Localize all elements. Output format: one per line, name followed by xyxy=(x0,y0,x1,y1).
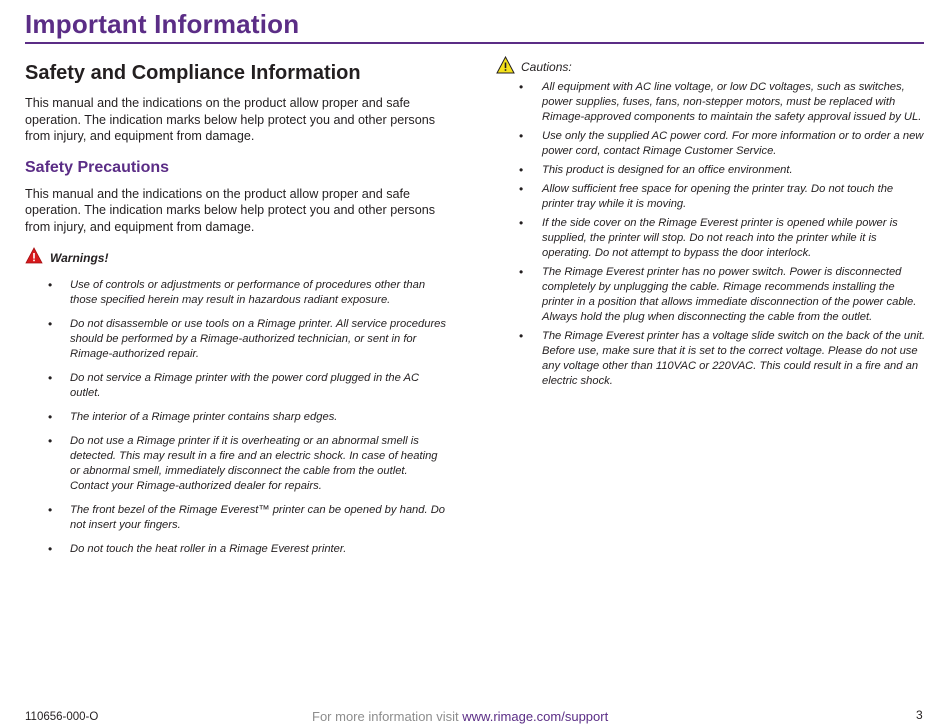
list-item: • Use of controls or adjustments or performance of procedures other than those specified herein may result in hazardous radiant exposure. xyxy=(48,278,426,306)
list-item: • Do not touch the heat roller in a Rimage Everest printer. xyxy=(48,542,347,556)
left-column xyxy=(25,62,455,566)
bullet-icon: • xyxy=(519,182,524,196)
doc-number: 110656-000-O xyxy=(25,711,99,723)
title-divider xyxy=(25,42,924,44)
bullet-icon: • xyxy=(48,317,53,331)
bullet-icon: • xyxy=(519,329,524,343)
bullet-icon: • xyxy=(519,265,524,279)
list-item: • All equipment with AC line voltage, or low DC voltages, such as switches, power supplies, fuses, fans, non-stepper motors, must be replaced with Rimage-approved components to maintain the safety approval issued by UL. xyxy=(519,80,922,123)
warnings-list xyxy=(25,278,455,557)
list-item: • Do not disassemble or use tools on a Rimage printer. All service procedures should be performed by a Rimage-authorized technician, or sent in for Rimage-authorized repair. xyxy=(48,317,446,360)
bullet-icon: • xyxy=(519,216,524,230)
list-item: • The Rimage Everest printer has no power switch. Power is disconnected completely by unplugging the cable. Rimage recommends installing the printer in a position that allows immediate disconnection of the power cable. Always hold the plug when disconnecting the cable from the outlet. xyxy=(519,265,917,323)
section-heading: Safety and Compliance Information xyxy=(25,62,361,84)
caution-triangle-icon xyxy=(496,56,515,79)
warnings-header xyxy=(25,247,455,269)
list-item: • If the side cover on the Rimage Everest printer is opened while power is supplied, the printer will stop. Do not reach into the printer while it is operating. Do not attempt to bypass the door interlock. xyxy=(519,216,898,259)
cautions-list xyxy=(496,80,928,389)
right-column xyxy=(496,56,928,393)
precautions-paragraph: This manual and the indications on the product allow proper and safe operation. The indication marks below help protect you and other persons from injury, and equipment from damage. xyxy=(25,186,436,234)
list-item: • Allow sufficient free space for opening the printer tray. Do not touch the printer tray while it is moving. xyxy=(519,182,894,210)
bullet-icon: • xyxy=(48,278,53,292)
bullet-icon: • xyxy=(48,434,53,448)
page-title: Important Information xyxy=(25,9,300,39)
bullet-icon: • xyxy=(48,542,53,556)
list-item: • Do not use a Rimage printer if it is overheating or an abnormal smell is detected. This may result in a fire and an electric shock. In case of heating or abnormal smell, immediately disconnect the cable from the outlet. Contact your Rimage-authorized dealer for repairs. xyxy=(48,434,438,492)
warning-triangle-icon xyxy=(25,247,43,269)
bullet-icon: • xyxy=(519,80,524,94)
bullet-icon: • xyxy=(519,129,524,143)
bullet-icon: • xyxy=(48,371,53,385)
bullet-icon: • xyxy=(48,410,53,424)
footer-info xyxy=(312,709,608,724)
list-item: • Do not service a Rimage printer with the power cord plugged in the AC outlet. xyxy=(48,371,420,399)
warnings-label: Warnings! xyxy=(50,251,109,265)
bullet-icon: • xyxy=(48,503,53,517)
list-item: • The front bezel of the Rimage Everest™ printer can be opened by hand. Do not insert your fingers. xyxy=(48,503,445,531)
sub-heading: Safety Precautions xyxy=(25,158,170,176)
list-item: • The Rimage Everest printer has a voltage slide switch on the back of the unit. Before use, make sure that it is set to the correct voltage. Please do not use any voltage other than 110VAC or 220VAC. This could result in a fire and an electric shock. xyxy=(519,329,926,387)
list-item: • Use only the supplied AC power cord. For more information or to order a new power cord, contact Rimage Customer Service. xyxy=(519,129,924,157)
cautions-header xyxy=(496,56,928,78)
list-item: • This product is designed for an office environment. xyxy=(519,163,793,177)
intro-paragraph: This manual and the indications on the product allow proper and safe operation. The indication marks below help protect you and other persons from injury, and equipment from damage. xyxy=(25,96,436,143)
list-item: • The interior of a Rimage printer contains sharp edges. xyxy=(48,410,338,424)
cautions-label: Cautions: xyxy=(521,60,572,74)
bullet-icon: • xyxy=(519,163,524,177)
page-number: 3 xyxy=(916,708,923,722)
footer-info-text: For more information visit xyxy=(312,709,463,724)
support-link[interactable]: www.rimage.com/support xyxy=(462,709,609,724)
